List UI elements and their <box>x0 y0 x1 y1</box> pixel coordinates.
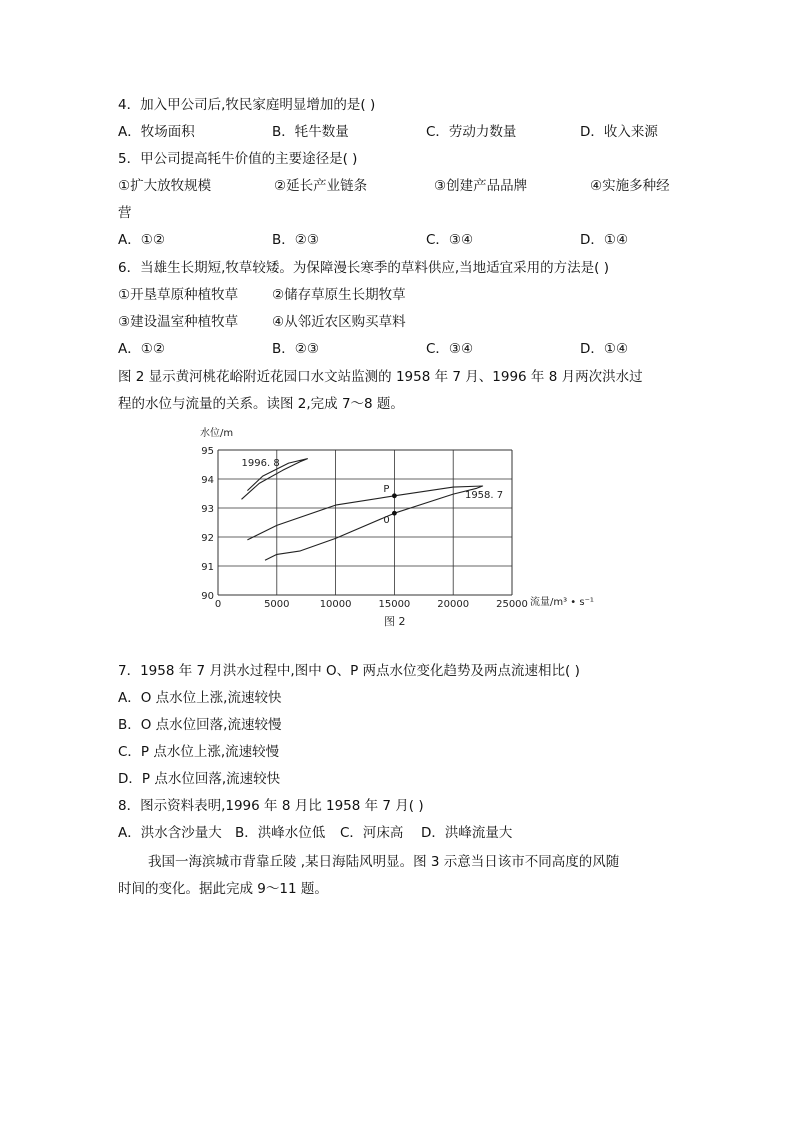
q4-option-b[interactable]: B．牦牛数量 <box>272 124 349 140</box>
q5-option-b[interactable]: B．②③ <box>272 232 319 248</box>
q5-statement-3: ③创建产品品牌 <box>434 178 528 194</box>
q5-option-d[interactable]: D．①④ <box>580 232 629 248</box>
q5-option-a[interactable]: A．①② <box>118 232 165 248</box>
y-tick-label: 93 <box>201 504 214 515</box>
series-line-1958-7 <box>247 483 482 560</box>
q8-option-c[interactable]: C．河床高 <box>340 825 404 841</box>
point-label-P: P <box>383 483 390 495</box>
q5-statement-4: ④实施多种经 <box>590 178 670 194</box>
y-tick-label: 90 <box>201 591 214 602</box>
q7-option-b[interactable]: B．O 点水位回落,流速较慢 <box>118 717 282 733</box>
x-tick-label: 10000 <box>319 599 352 610</box>
q4-stem: 4．加入甲公司后,牧民家庭明显增加的是( ) <box>118 97 376 113</box>
q7-option-c[interactable]: C．P 点水位上涨,流速较慢 <box>118 744 280 760</box>
q6-statements-row1 <box>118 286 678 304</box>
q5-stem: 5．甲公司提高牦牛价值的主要途径是( ) <box>118 151 358 167</box>
q5-statement-1: ①扩大放牧规模 <box>118 178 212 194</box>
y-axis-label: 水位/m <box>200 428 234 439</box>
figure2-intro-line1: 图 2 显示黄河桃花峪附近花园口水文站监测的 1958 年 7 月、1996 年 8 月两次洪水过 <box>118 369 643 385</box>
point-marker-P <box>392 493 397 498</box>
x-tick-label: 0 <box>214 599 222 610</box>
q4-option-c[interactable]: C．劳动力数量 <box>426 124 517 140</box>
q8-option-d[interactable]: D．洪峰流量大 <box>421 825 513 841</box>
figure-caption: 图 2 <box>384 615 406 628</box>
q5-option-c[interactable]: C．③④ <box>426 232 474 248</box>
series-label-1958-7: 1958. 7 <box>464 489 504 501</box>
x-axis-label: 流量/m³ • s⁻¹ <box>530 597 594 608</box>
q6-stem: 6．当雄生长期短,牧草较矮。为保障漫长寒季的草料供应,当地适宜采用的方法是( ) <box>118 260 609 276</box>
y-tick-label: 91 <box>201 562 214 573</box>
q8-option-b[interactable]: B．洪峰水位低 <box>235 825 326 841</box>
y-tick-label: 92 <box>201 533 214 544</box>
q5-options <box>118 231 678 249</box>
figure3-intro-line2: 时间的变化。据此完成 9～11 题。 <box>118 881 328 897</box>
q6-option-d[interactable]: D．①④ <box>580 341 629 357</box>
q4-option-a[interactable]: A．牧场面积 <box>118 124 195 140</box>
q8-option-a[interactable]: A．洪水含沙量大 <box>118 825 222 841</box>
q7-option-d[interactable]: D．P 点水位回落,流速较快 <box>118 771 281 787</box>
point-marker-0 <box>392 511 397 516</box>
y-tick-label: 95 <box>201 446 214 457</box>
figure2-intro-line2: 程的水位与流量的关系。读图 2,完成 7～8 题。 <box>118 396 404 412</box>
q4-option-d[interactable]: D．收入来源 <box>580 124 658 140</box>
q5-statement-2: ②延长产业链条 <box>274 178 368 194</box>
q6-option-b[interactable]: B．②③ <box>272 341 319 357</box>
y-tick-label: 94 <box>201 475 214 486</box>
q7-stem: 7．1958 年 7 月洪水过程中,图中 O、P 两点水位变化趋势及两点流速相比( ) <box>118 663 580 679</box>
q5-statement-wrap: 营 <box>118 205 132 221</box>
q6-option-a[interactable]: A．①② <box>118 341 165 357</box>
q7-option-a[interactable]: A．O 点水位上涨,流速较快 <box>118 690 282 706</box>
q8-stem: 8．图示资料表明,1996 年 8 月比 1958 年 7 月( ) <box>118 798 424 814</box>
figure3-intro-line1: 我国一海滨城市背靠丘陵 ,某日海陆风明显。图 3 示意当日该市不同高度的风随 <box>148 854 620 870</box>
q6-options <box>118 340 678 358</box>
x-tick-label: 15000 <box>378 599 411 610</box>
q6-statements-row2 <box>118 313 678 331</box>
q4-options <box>118 123 678 141</box>
x-tick-label: 25000 <box>496 599 528 610</box>
q8-options <box>118 824 678 842</box>
q6-statement-2: ②储存草原生长期牧草 <box>272 287 406 303</box>
q6-statement-3: ③建设温室种植牧草 <box>118 314 239 330</box>
series-label-1996-8: 1996. 8 <box>241 457 280 469</box>
q6-statement-1: ①开垦草原种植牧草 <box>118 287 239 303</box>
figure2-chart <box>196 424 606 634</box>
point-label-0: 0 <box>383 515 390 527</box>
x-tick-label: 20000 <box>437 599 470 610</box>
q6-statement-4: ④从邻近农区购买草料 <box>272 314 406 330</box>
x-tick-label: 5000 <box>264 599 290 610</box>
q6-option-c[interactable]: C．③④ <box>426 341 474 357</box>
q5-statements <box>118 177 678 195</box>
